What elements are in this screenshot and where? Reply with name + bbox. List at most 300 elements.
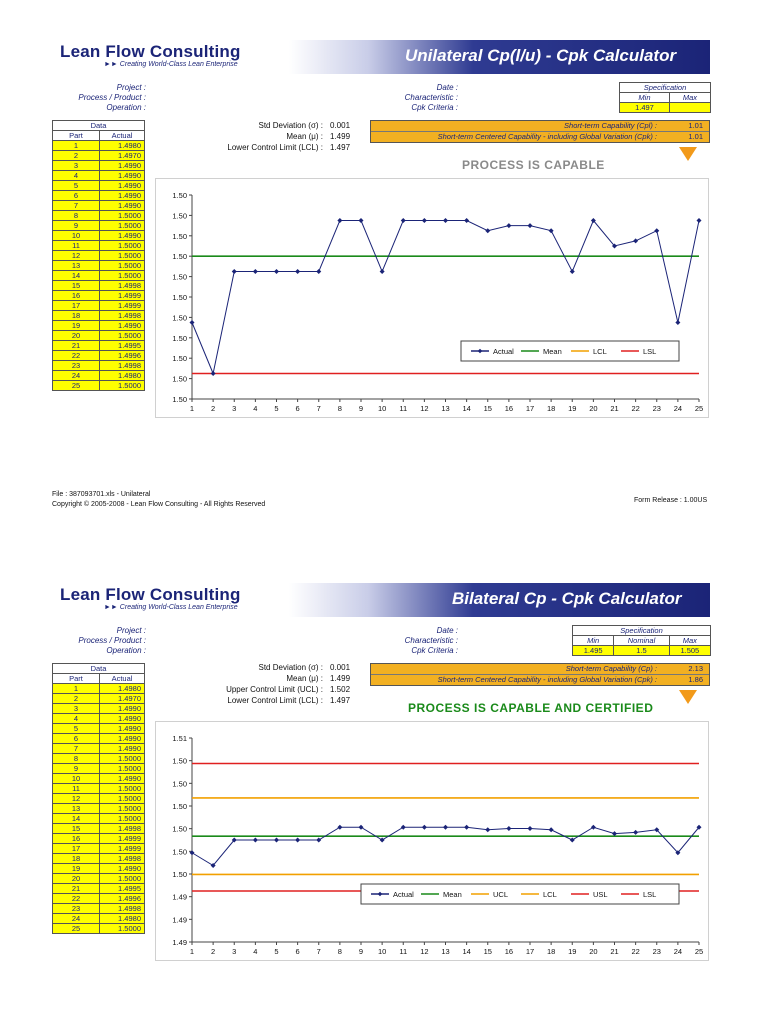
data-point	[316, 269, 321, 274]
table-row	[53, 874, 145, 884]
status-message: PROCESS IS CAPABLE AND CERTIFIED	[408, 701, 654, 715]
part-cell: 1	[53, 141, 100, 151]
actual-cell[interactable]: 1.4970	[100, 694, 145, 704]
stat-lcl-value: 1.497	[330, 143, 351, 152]
x-tick-label: 15	[483, 404, 492, 413]
actual-cell[interactable]: 1.5000	[100, 794, 145, 804]
actual-cell[interactable]: 1.5000	[100, 814, 145, 824]
label-cpk-criteria: Cpk Criteria :	[411, 103, 458, 112]
actual-cell[interactable]: 1.4970	[100, 151, 145, 161]
actual-cell[interactable]: 1.5000	[100, 874, 145, 884]
data-point	[549, 827, 554, 832]
x-tick-label: 20	[589, 947, 598, 956]
part-cell: 17	[53, 301, 100, 311]
data-point	[253, 838, 258, 843]
actual-cell[interactable]: 1.5000	[100, 784, 145, 794]
table-header: Data	[53, 664, 145, 674]
data-point	[633, 238, 638, 243]
table-row	[53, 371, 145, 381]
x-tick-label: 13	[441, 947, 450, 956]
y-tick-label: 1.49	[172, 938, 187, 947]
col-part-header: Part	[53, 674, 100, 684]
data-point	[485, 827, 490, 832]
table-row	[53, 764, 145, 774]
label-characteristic: Characteristic :	[404, 93, 458, 102]
footer-release: Form Release : 1.00US	[634, 497, 708, 504]
actual-cell[interactable]: 1.4999	[100, 291, 145, 301]
data-point	[190, 320, 195, 325]
actual-cell[interactable]: 1.5000	[100, 331, 145, 341]
actual-cell[interactable]: 1.4999	[100, 844, 145, 854]
data-point	[675, 320, 680, 325]
data-point	[337, 825, 342, 830]
part-cell: 7	[53, 744, 100, 754]
actual-cell[interactable]: 1.4990	[100, 864, 145, 874]
data-point	[506, 826, 511, 831]
actual-cell[interactable]: 1.4999	[100, 301, 145, 311]
part-cell: 24	[53, 371, 100, 381]
y-tick-label: 1.50	[172, 779, 187, 789]
data-point	[443, 825, 448, 830]
footer-copyright: Copyright © 2005-2008 - Lean Flow Consulting - All Rights Reserved	[52, 501, 266, 508]
y-tick-label: 1.50	[172, 231, 187, 241]
part-cell: 8	[53, 754, 100, 764]
x-tick-label: 16	[504, 947, 514, 956]
data-point	[337, 218, 342, 223]
table-row	[53, 291, 145, 301]
specification-table	[619, 82, 711, 113]
stat-ucl-label: Upper Control Limit (UCL) :	[226, 685, 323, 694]
table-row	[53, 854, 145, 864]
y-tick-label: 1.50	[172, 756, 187, 766]
actual-cell[interactable]: 1.4990	[100, 774, 145, 784]
legend-label-actual: Actual	[393, 890, 414, 899]
part-cell: 16	[53, 834, 100, 844]
part-cell: 19	[53, 864, 100, 874]
x-tick-label: 8	[337, 404, 342, 413]
actual-cell[interactable]: 1.5000	[100, 764, 145, 774]
table-row	[53, 151, 145, 161]
actual-cell[interactable]: 1.4990	[100, 734, 145, 744]
x-tick-label: 23	[652, 404, 661, 413]
data-table	[52, 120, 145, 391]
actual-cell[interactable]: 1.4990	[100, 191, 145, 201]
x-tick-label: 1	[189, 404, 195, 413]
data-point	[380, 269, 385, 274]
data-point	[443, 218, 448, 223]
stat-lcl-label: Lower Control Limit (LCL) :	[227, 696, 323, 705]
x-tick-label: 21	[610, 947, 619, 956]
actual-cell[interactable]: 1.5000	[100, 754, 145, 764]
part-cell: 20	[53, 874, 100, 884]
data-point	[295, 838, 300, 843]
x-tick-label: 25	[694, 947, 704, 956]
x-tick-label: 2	[211, 947, 216, 956]
brand-tagline: ►► Creating World-Class Lean Enterprise	[104, 604, 238, 611]
stat-std-label: Std Deviation (σ) :	[258, 121, 323, 130]
actual-cell[interactable]: 1.5000	[100, 211, 145, 221]
spec-col-nominal: Nominal	[614, 636, 669, 646]
y-tick-label: 1.50	[172, 395, 187, 404]
part-cell: 4	[53, 714, 100, 724]
table-row	[53, 754, 145, 764]
actual-cell[interactable]: 1.4995	[100, 884, 145, 894]
data-point	[253, 269, 258, 274]
data-point	[316, 838, 321, 843]
data-point	[570, 838, 575, 843]
x-tick-label: 5	[274, 404, 279, 413]
actual-cell[interactable]: 1.5000	[100, 924, 145, 934]
table-row	[53, 924, 145, 934]
status-arrow-icon	[679, 147, 697, 161]
actual-cell[interactable]: 1.4990	[100, 201, 145, 211]
control-chart	[156, 179, 708, 417]
actual-cell[interactable]: 1.4998	[100, 904, 145, 914]
x-tick-label: 14	[462, 404, 471, 413]
table-row	[53, 271, 145, 281]
calculator-title: Bilateral Cp - Cpk Calculator	[452, 589, 682, 608]
y-tick-label: 1.50	[172, 354, 187, 364]
col-actual-header: Actual	[100, 674, 145, 684]
actual-cell[interactable]: 1.5000	[100, 251, 145, 261]
table-row	[53, 211, 145, 221]
x-tick-label: 4	[253, 947, 258, 956]
part-cell: 13	[53, 261, 100, 271]
table-row	[53, 341, 145, 351]
y-tick-label: 1.50	[172, 847, 187, 857]
actual-cell[interactable]: 1.4980	[100, 141, 145, 151]
data-point	[401, 825, 406, 830]
data-point	[549, 228, 554, 233]
actual-cell[interactable]: 1.4990	[100, 321, 145, 331]
y-tick-label: 1.50	[172, 802, 187, 811]
actual-cell[interactable]: 1.4990	[100, 231, 145, 241]
data-point	[422, 825, 427, 830]
brand-tagline: ►► Creating World-Class Lean Enterprise	[104, 61, 238, 68]
label-process: Process / Product :	[78, 636, 146, 645]
table-row	[53, 884, 145, 894]
legend-label-lcl: LCL	[543, 890, 557, 899]
x-tick-label: 25	[694, 404, 704, 413]
part-cell: 6	[53, 191, 100, 201]
actual-cell[interactable]: 1.4990	[100, 171, 145, 181]
part-cell: 22	[53, 351, 100, 361]
brand-logo: Lean Flow Consulting	[60, 42, 241, 61]
actual-cell[interactable]: 1.4996	[100, 351, 145, 361]
x-tick-label: 9	[358, 404, 364, 413]
series-line-actual	[192, 827, 699, 865]
data-point	[274, 838, 279, 843]
part-cell: 1	[53, 684, 100, 694]
part-cell: 10	[53, 231, 100, 241]
table-row	[53, 814, 145, 824]
col-part-header: Part	[53, 131, 100, 141]
status-arrow-icon	[679, 690, 697, 704]
data-point	[422, 218, 427, 223]
data-point	[359, 218, 364, 223]
data-point	[570, 269, 575, 274]
legend-label-mean: Mean	[543, 347, 562, 356]
stat-mean-value: 1.499	[330, 674, 351, 683]
x-tick-label: 19	[568, 947, 577, 956]
x-tick-label: 11	[399, 404, 408, 413]
stat-std-value: 0.001	[330, 663, 351, 672]
actual-cell[interactable]: 1.4990	[100, 704, 145, 714]
part-cell: 14	[53, 814, 100, 824]
part-cell: 15	[53, 824, 100, 834]
table-row	[53, 321, 145, 331]
y-tick-label: 1.50	[172, 293, 187, 302]
table-row	[53, 161, 145, 171]
actual-cell[interactable]: 1.5000	[100, 261, 145, 271]
spec-min-value[interactable]: 1.495	[573, 646, 614, 656]
x-tick-label: 7	[316, 947, 321, 956]
table-header: Data	[53, 121, 145, 131]
x-tick-label: 8	[337, 947, 342, 956]
actual-cell[interactable]: 1.4995	[100, 341, 145, 351]
spec-header: Specification	[620, 83, 711, 93]
actual-cell[interactable]: 1.4990	[100, 161, 145, 171]
actual-cell[interactable]: 1.4990	[100, 181, 145, 191]
actual-cell[interactable]: 1.5000	[100, 271, 145, 281]
table-row	[53, 844, 145, 854]
actual-cell[interactable]: 1.4998	[100, 854, 145, 864]
capability-box	[370, 120, 710, 143]
actual-cell[interactable]: 1.5000	[100, 804, 145, 814]
spec-max-value[interactable]: 1.505	[669, 646, 710, 656]
table-row	[53, 864, 145, 874]
table-row	[53, 331, 145, 341]
part-cell: 14	[53, 271, 100, 281]
actual-cell[interactable]: 1.4980	[100, 684, 145, 694]
actual-cell[interactable]: 1.4998	[100, 361, 145, 371]
part-cell: 24	[53, 914, 100, 924]
part-cell: 5	[53, 724, 100, 734]
table-row	[53, 834, 145, 844]
spec-max-value[interactable]	[669, 103, 710, 113]
calculator-title: Unilateral Cp(l/u) - Cpk Calculator	[405, 46, 677, 65]
y-tick-label: 1.50	[172, 211, 187, 221]
x-tick-label: 14	[462, 947, 471, 956]
x-tick-label: 19	[568, 404, 577, 413]
stat-std-label: Std Deviation (σ) :	[258, 663, 323, 672]
part-cell: 2	[53, 151, 100, 161]
x-tick-label: 15	[483, 947, 492, 956]
actual-cell[interactable]: 1.4996	[100, 894, 145, 904]
part-cell: 10	[53, 774, 100, 784]
part-cell: 8	[53, 211, 100, 221]
label-operation: Operation :	[106, 103, 146, 112]
y-tick-label: 1.50	[172, 313, 187, 323]
table-row	[53, 381, 145, 391]
y-tick-label: 1.50	[172, 191, 187, 200]
actual-cell[interactable]: 1.4998	[100, 311, 145, 321]
data-point	[274, 269, 279, 274]
stat-ucl-value: 1.502	[330, 685, 351, 694]
table-row	[53, 251, 145, 261]
y-tick-label: 1.50	[172, 824, 187, 834]
legend-label-lsl: LSL	[643, 347, 657, 356]
stat-mean-label: Mean (μ) :	[286, 674, 323, 683]
legend-label-usl: USL	[593, 890, 608, 899]
part-cell: 21	[53, 341, 100, 351]
x-tick-label: 23	[652, 947, 661, 956]
table-row	[53, 894, 145, 904]
part-cell: 25	[53, 381, 100, 391]
actual-cell[interactable]: 1.4980	[100, 371, 145, 381]
spec-col-min: Min	[620, 93, 670, 103]
spec-nominal-value[interactable]: 1.5	[614, 646, 669, 656]
part-cell: 16	[53, 291, 100, 301]
table-row	[53, 201, 145, 211]
spec-col-min: Min	[573, 636, 614, 646]
label-date: Date :	[436, 626, 458, 635]
label-characteristic: Characteristic :	[404, 636, 458, 645]
cap-cp-label: Short-term Capability (Cp) :	[565, 664, 657, 673]
stat-mean-value: 1.499	[330, 132, 351, 141]
table-row	[53, 241, 145, 251]
chart-panel	[155, 178, 709, 418]
label-process: Process / Product :	[78, 93, 146, 102]
data-point	[654, 228, 659, 233]
actual-cell[interactable]: 1.4998	[100, 281, 145, 291]
legend-label-lsl: LSL	[643, 890, 657, 899]
table-row	[53, 904, 145, 914]
spec-col-max: Max	[669, 636, 710, 646]
table-row	[53, 784, 145, 794]
stat-mean-label: Mean (μ) :	[286, 132, 323, 141]
table-row	[53, 794, 145, 804]
y-tick-label: 1.50	[172, 272, 187, 282]
x-tick-label: 10	[377, 404, 387, 413]
part-cell: 12	[53, 251, 100, 261]
part-cell: 11	[53, 784, 100, 794]
part-cell: 5	[53, 181, 100, 191]
spec-col-max: Max	[669, 93, 710, 103]
table-row	[53, 171, 145, 181]
part-cell: 6	[53, 734, 100, 744]
cap-cpl-label: Short-term Capability (Cpl) :	[564, 121, 657, 130]
part-cell: 17	[53, 844, 100, 854]
actual-cell[interactable]: 1.4999	[100, 834, 145, 844]
actual-cell[interactable]: 1.4990	[100, 714, 145, 724]
data-table	[52, 663, 145, 934]
label-cpk-criteria: Cpk Criteria :	[411, 646, 458, 655]
table-row	[53, 724, 145, 734]
part-cell: 18	[53, 311, 100, 321]
table-row	[53, 191, 145, 201]
table-row	[53, 824, 145, 834]
spec-min-value[interactable]: 1.497	[620, 103, 670, 113]
x-tick-label: 17	[525, 404, 535, 413]
table-row	[53, 704, 145, 714]
label-project: Project :	[116, 83, 146, 92]
x-tick-label: 3	[232, 947, 237, 956]
data-point	[528, 223, 533, 228]
legend-label-mean: Mean	[443, 890, 462, 899]
part-cell: 9	[53, 764, 100, 774]
actual-cell[interactable]: 1.4980	[100, 914, 145, 924]
data-point	[380, 838, 385, 843]
label-operation: Operation :	[106, 646, 146, 655]
cap-cpk-value: 1.86	[688, 675, 703, 684]
x-tick-label: 18	[546, 404, 556, 413]
actual-cell[interactable]: 1.4990	[100, 744, 145, 754]
table-row	[53, 774, 145, 784]
table-row	[53, 734, 145, 744]
part-cell: 3	[53, 161, 100, 171]
data-point	[359, 825, 364, 830]
cap-cp-value: 2.13	[688, 664, 703, 673]
x-tick-label: 2	[211, 404, 216, 413]
cap-cpk-label: Short-term Centered Capability - including Global Variation (Cpk) :	[437, 675, 657, 684]
table-row	[53, 684, 145, 694]
capability-box	[370, 663, 710, 686]
part-cell: 20	[53, 331, 100, 341]
data-point	[401, 218, 406, 223]
part-cell: 7	[53, 201, 100, 211]
part-cell: 23	[53, 904, 100, 914]
label-date: Date :	[436, 83, 458, 92]
table-row	[53, 181, 145, 191]
specification-table	[572, 625, 711, 656]
data-point	[464, 218, 469, 223]
table-row	[53, 231, 145, 241]
y-tick-label: 1.51	[172, 734, 187, 743]
x-tick-label: 5	[274, 947, 279, 956]
spec-header: Specification	[573, 626, 711, 636]
x-tick-label: 24	[673, 947, 683, 956]
table-row	[53, 221, 145, 231]
x-tick-label: 4	[253, 404, 258, 413]
cap-cpk-label: Short-term Centered Capability - including Global Variation (Cpk) :	[437, 132, 657, 141]
actual-cell[interactable]: 1.5000	[100, 381, 145, 391]
x-tick-label: 11	[399, 947, 408, 956]
x-tick-label: 6	[295, 947, 300, 956]
actual-cell[interactable]: 1.4990	[100, 724, 145, 734]
label-project: Project :	[116, 626, 146, 635]
table-row	[53, 694, 145, 704]
data-point	[232, 269, 237, 274]
table-row	[53, 914, 145, 924]
y-tick-label: 1.49	[172, 915, 187, 925]
actual-cell[interactable]: 1.5000	[100, 241, 145, 251]
x-tick-label: 17	[525, 947, 535, 956]
stat-lcl-value: 1.497	[330, 696, 351, 705]
data-point	[697, 218, 702, 223]
chart-panel	[155, 721, 709, 961]
part-cell: 13	[53, 804, 100, 814]
part-cell: 25	[53, 924, 100, 934]
x-tick-label: 7	[316, 404, 321, 413]
cap-cpl-value: 1.01	[688, 121, 703, 130]
x-tick-label: 21	[610, 404, 619, 413]
part-cell: 23	[53, 361, 100, 371]
actual-cell[interactable]: 1.5000	[100, 221, 145, 231]
table-row	[53, 141, 145, 151]
part-cell: 22	[53, 894, 100, 904]
table-row	[53, 744, 145, 754]
col-actual-header: Actual	[100, 131, 145, 141]
control-chart	[156, 722, 708, 960]
table-row	[53, 361, 145, 371]
actual-cell[interactable]: 1.4998	[100, 824, 145, 834]
table-row	[53, 804, 145, 814]
part-cell: 19	[53, 321, 100, 331]
status-message: PROCESS IS CAPABLE	[462, 158, 605, 172]
table-row	[53, 714, 145, 724]
y-tick-label: 1.50	[172, 870, 187, 879]
